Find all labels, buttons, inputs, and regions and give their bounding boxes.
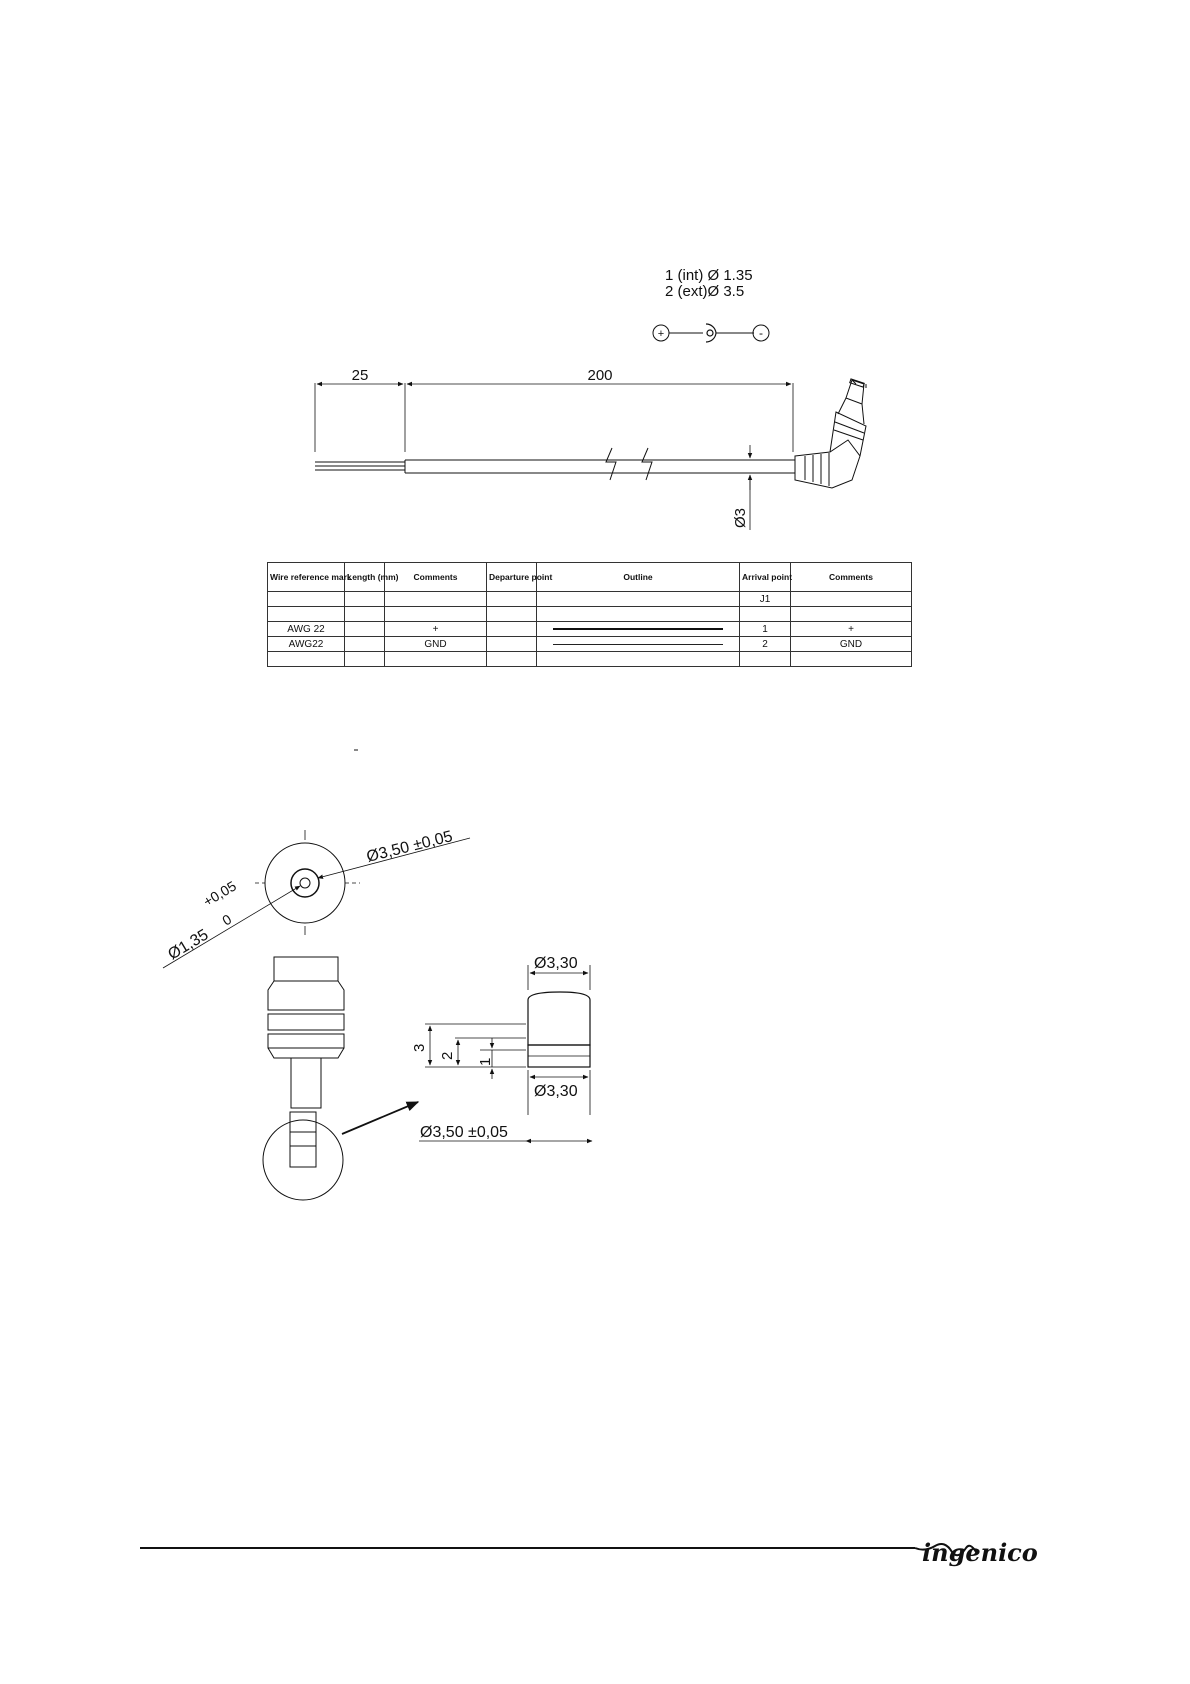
tip-detail <box>411 955 592 1141</box>
table-cell <box>537 592 740 607</box>
connector-note-line2: 2 (ext)Ø 3.5 <box>665 283 745 300</box>
table-cell: + <box>385 622 487 637</box>
outline-thick-line <box>537 622 740 637</box>
cable-length-label: 200 <box>587 367 613 384</box>
plug-end-view <box>163 828 470 968</box>
table-cell <box>791 652 912 667</box>
table-cell <box>268 592 345 607</box>
break-mark <box>606 448 616 480</box>
plug-body-view <box>263 957 418 1200</box>
table-row <box>268 637 912 652</box>
table-cell <box>487 622 537 637</box>
table-row <box>268 607 912 622</box>
table-cell <box>268 607 345 622</box>
table-cell <box>345 637 385 652</box>
table-cell: J1 <box>740 592 791 607</box>
minus-symbol: - <box>759 326 763 340</box>
table-cell <box>345 607 385 622</box>
table-cell <box>345 622 385 637</box>
connector-note <box>653 267 769 342</box>
table-cell <box>487 637 537 652</box>
table-cell <box>791 607 912 622</box>
cable-drawing <box>315 367 866 530</box>
inner-tolerance-upper: +0,05 <box>200 877 239 910</box>
table-cell <box>537 607 740 622</box>
table-cell: + <box>791 622 912 637</box>
tip-outer-diameter-label: Ø3,50 ±0,05 <box>420 1124 508 1141</box>
strip-length-label: 25 <box>351 367 369 384</box>
dim-2-label: 2 <box>439 1051 456 1060</box>
plug-side-view <box>795 379 866 488</box>
table-cell <box>487 652 537 667</box>
table-cell: 1 <box>740 622 791 637</box>
header-comments: Comments <box>385 563 487 592</box>
header-comments-2: Comments <box>791 563 912 592</box>
table-row <box>268 622 912 637</box>
brand-logo: ingenico <box>922 1538 1038 1567</box>
table-cell <box>345 592 385 607</box>
table-cell <box>740 607 791 622</box>
table-cell <box>487 607 537 622</box>
table-cell: AWG 22 <box>268 622 345 637</box>
tip-top-diameter-label: Ø3,30 <box>534 955 578 972</box>
header-wire-reference: Wire reference mark <box>268 563 345 592</box>
wire-table <box>267 562 912 667</box>
table-cell <box>740 652 791 667</box>
wire-table-header <box>268 563 912 592</box>
table-cell <box>487 592 537 607</box>
header-outline: Outline <box>537 563 740 592</box>
table-cell <box>385 592 487 607</box>
outer-diameter-label: Ø3,50 ±0,05 <box>364 828 455 866</box>
table-cell: GND <box>385 637 487 652</box>
table-row <box>268 592 912 607</box>
tip-bottom-diameter-label: Ø3,30 <box>534 1083 578 1100</box>
connector-note-line1: 1 (int) Ø 1.35 <box>665 267 753 284</box>
table-cell <box>268 652 345 667</box>
table-cell: AWG22 <box>268 637 345 652</box>
table-cell <box>537 652 740 667</box>
table-cell: 2 <box>740 637 791 652</box>
inner-tolerance-lower: 0 <box>219 910 235 929</box>
table-cell: GND <box>791 637 912 652</box>
outline-thin-line <box>537 637 740 652</box>
header-length: Length (mm) <box>345 563 385 592</box>
detail-arrow <box>342 1102 418 1134</box>
table-cell <box>791 592 912 607</box>
table-row <box>268 652 912 667</box>
cable-diameter-label: Ø3 <box>732 507 749 528</box>
table-cell <box>345 652 385 667</box>
dim-1-label: 1 <box>477 1057 494 1066</box>
header-arrival: Arrival point <box>740 563 791 592</box>
break-mark <box>642 448 652 480</box>
table-cell <box>385 607 487 622</box>
inner-diameter-label: Ø1,35 <box>165 926 212 964</box>
header-departure: Departure point <box>487 563 537 592</box>
plus-symbol: + <box>657 328 665 340</box>
dim-3-label: 3 <box>411 1043 428 1052</box>
polarity-symbol <box>653 324 769 342</box>
table-cell <box>385 652 487 667</box>
